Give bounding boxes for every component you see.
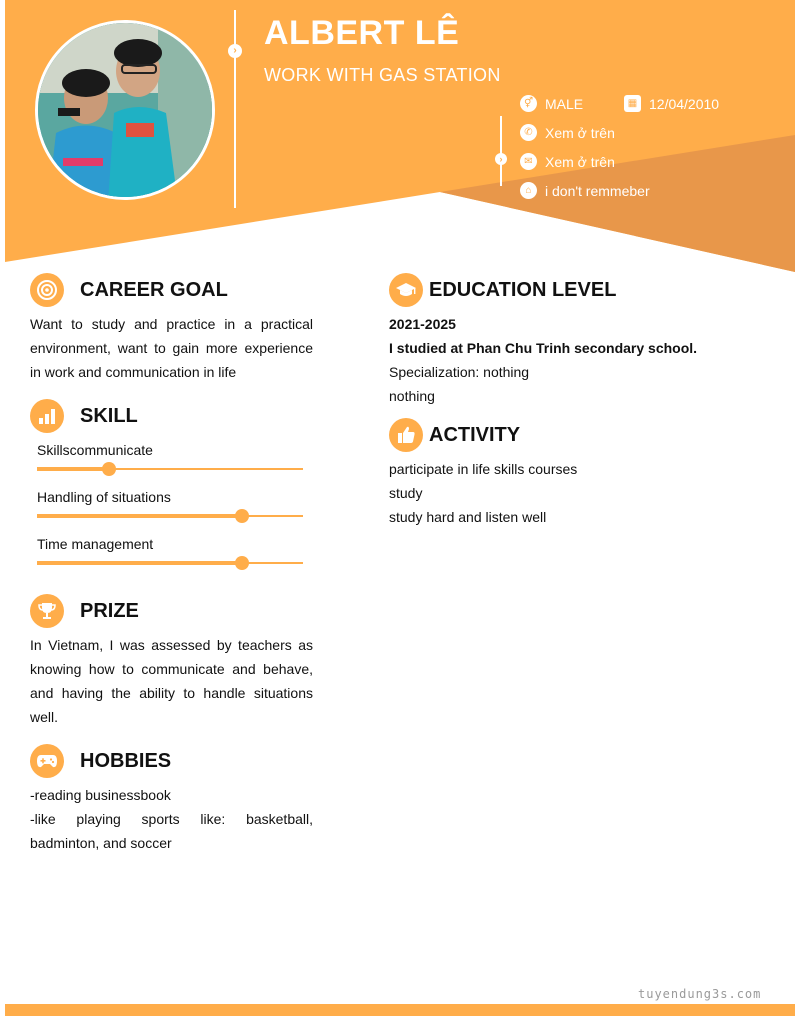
header-divider xyxy=(234,10,236,208)
prize-title: PRIZE xyxy=(80,599,139,622)
birthdate-row xyxy=(624,95,719,112)
birthdate-value: 12/04/2010 xyxy=(649,95,720,112)
hobbies-header xyxy=(30,744,171,778)
chevron-right-icon: › xyxy=(228,44,242,58)
skill-bar xyxy=(37,468,303,470)
activity-title: ACTIVITY xyxy=(429,423,521,446)
phone-value: Xem ở trên xyxy=(545,124,615,141)
skill-bar-fill xyxy=(37,467,109,471)
footer-bar xyxy=(5,1004,795,1016)
calendar-icon: ▦ xyxy=(624,95,641,112)
skill-label: Time management xyxy=(37,536,154,552)
prize-text: In Vietnam, I was assessed by teachers as knowing how to communicate and behave, and having the ability to handle situations well. xyxy=(30,637,313,725)
phone-row xyxy=(520,124,615,141)
gender-row xyxy=(520,95,583,112)
education-specialization: Specialization: nothing xyxy=(389,364,530,380)
graduation-cap-icon xyxy=(389,273,423,307)
target-icon xyxy=(30,273,64,307)
email-row xyxy=(520,153,615,170)
job-title: WORK WITH GAS STATION xyxy=(264,65,501,85)
activity-item: study hard and listen well xyxy=(389,509,547,525)
hobbies-title: HOBBIES xyxy=(80,749,172,772)
skill-title: SKILL xyxy=(80,404,138,427)
phone-icon: ✆ xyxy=(520,124,537,141)
education-header xyxy=(389,273,616,307)
skill-label: Skillscommunicate xyxy=(37,442,153,458)
skill-bar-fill xyxy=(37,514,242,518)
education-title: EDUCATION LEVEL xyxy=(429,278,617,301)
watermark: tuyendung3s.com xyxy=(638,987,762,1001)
skill-bar-knob xyxy=(235,556,249,570)
candidate-name: ALBERT LÊ xyxy=(264,14,460,52)
trophy-icon xyxy=(30,594,64,628)
gamepad-icon xyxy=(30,744,64,778)
career-goal-text: Want to study and practice in a practical environment, want to gain more experience in work and communication in life xyxy=(30,316,313,380)
education-years: 2021-2025 xyxy=(389,316,456,332)
education-note: nothing xyxy=(389,388,435,404)
address-value: i don't remmeber xyxy=(545,182,650,199)
skill-bar-knob xyxy=(102,462,116,476)
skill-bar-fill xyxy=(37,561,242,565)
education-school: I studied at Phan Chu Trinh secondary school. xyxy=(389,340,698,356)
skill-label: Handling of situations xyxy=(37,489,171,505)
home-icon: ⌂ xyxy=(520,182,537,199)
chevron-right-icon: › xyxy=(495,153,507,165)
activity-item: participate in life skills courses xyxy=(389,461,578,477)
bar-chart-icon xyxy=(30,399,64,433)
gender-icon: ⚥ xyxy=(520,95,537,112)
address-row xyxy=(520,182,650,199)
skill-bar-knob xyxy=(235,509,249,523)
info-divider xyxy=(500,116,502,186)
profile-photo xyxy=(35,20,215,200)
hobbies-line: -like playing sports like: basketball, badminton, and soccer xyxy=(30,811,313,851)
activity-item: study xyxy=(389,485,423,501)
gender-value: MALE xyxy=(545,95,584,112)
activity-header xyxy=(389,418,520,452)
prize-header xyxy=(30,594,139,628)
hobbies-line: -reading businessbook xyxy=(30,787,171,803)
email-icon: ✉ xyxy=(520,153,537,170)
skill-header xyxy=(30,399,138,433)
thumbs-up-icon xyxy=(389,418,423,452)
skill-bar xyxy=(37,515,303,517)
career-goal-title: CAREER GOAL xyxy=(80,278,228,301)
email-value: Xem ở trên xyxy=(545,153,615,170)
skill-bar xyxy=(37,562,303,564)
career-goal-header xyxy=(30,273,228,307)
